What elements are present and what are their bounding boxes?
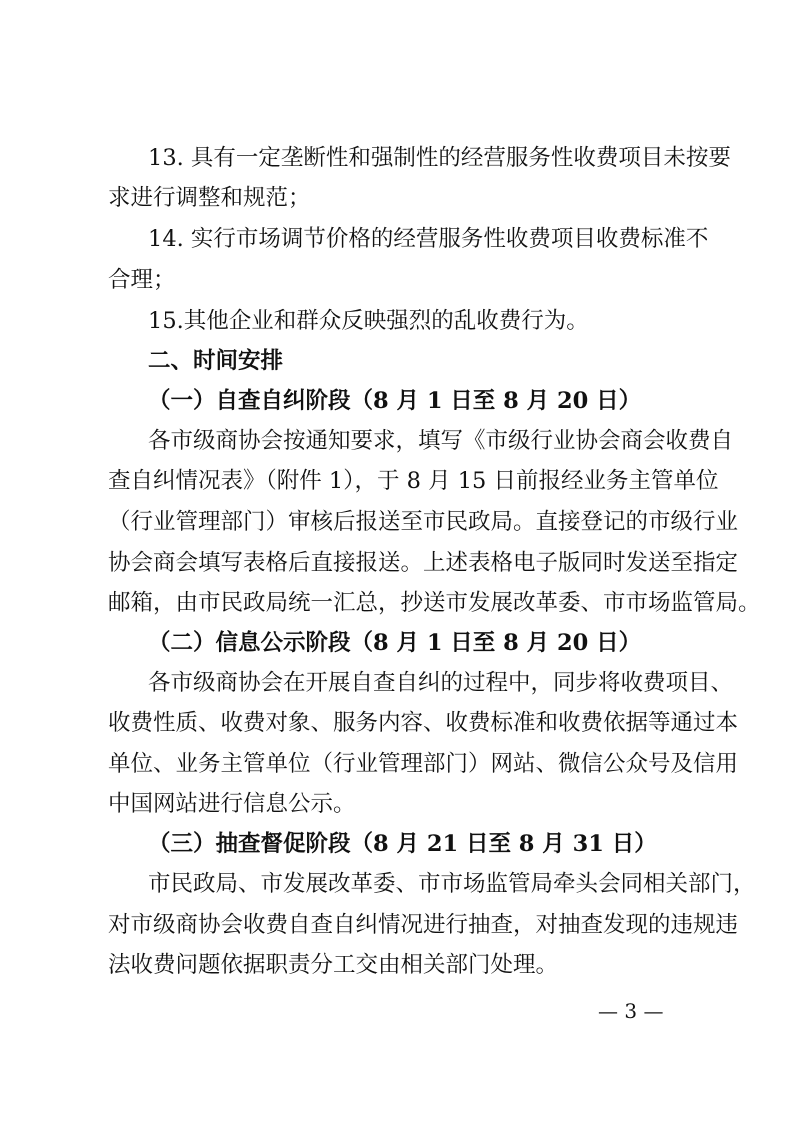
item-13-line-2: 求进行调整和规范；: [108, 185, 311, 211]
phase2-heading: （二）信息公示阶段（8 月 1 日至 8 月 20 日）: [148, 630, 642, 656]
phase2-line-2: 收费性质、收费对象、服务内容、收费标准和收费依据等通过本: [108, 710, 739, 736]
phase3-line-2: 对市级商协会收费自查自纠情况进行抽查，对抽查发现的违规违: [108, 912, 739, 938]
phase3-heading: （三）抽查督促阶段（8 月 21 日至 8 月 31 日）: [148, 831, 657, 857]
page-number: — 3 —: [598, 999, 664, 1023]
phase2-line-1: 各市级商协会在开展自查自纠的过程中，同步将收费项目、: [148, 670, 734, 696]
phase1-heading: （一）自查自纠阶段（8 月 1 日至 8 月 20 日）: [148, 388, 642, 414]
item-15-line: 15.其他企业和群众反映强烈的乱收费行为。: [148, 308, 589, 334]
item-14-line-1: 14. 实行市场调节价格的经营服务性收费项目收费标准不: [148, 226, 709, 252]
section-heading-schedule: 二、时间安排: [148, 348, 284, 374]
phase1-line-3: （行业管理部门）审核后报送至市民政局。直接登记的市级行业: [108, 509, 739, 535]
phase2-line-3: 单位、业务主管单位（行业管理部门）网站、微信公众号及信用: [108, 751, 739, 777]
phase1-line-2: 查自纠情况表》（附件 1），于 8 月 15 日前报经业务主管单位: [108, 468, 719, 494]
phase1-line-5: 邮箱，由市民政局统一汇总，抄送市发展改革委、市市场监管局。: [108, 590, 761, 616]
phase1-line-4: 协会商会填写表格后直接报送。上述表格电子版同时发送至指定: [108, 550, 739, 576]
phase1-line-1: 各市级商协会按通知要求，填写《市级行业协会商会收费自: [148, 428, 734, 454]
item-13-line-1: 13. 具有一定垄断性和强制性的经营服务性收费项目未按要: [148, 145, 731, 171]
item-14-line-2: 合理；: [108, 267, 176, 293]
phase3-line-1: 市民政局、市发展改革委、市市场监管局牵头会同相关部门，: [148, 871, 756, 897]
phase2-line-4: 中国网站进行信息公示。: [108, 791, 356, 817]
phase3-line-3: 法收费问题依据职责分工交由相关部门处理。: [108, 952, 559, 978]
